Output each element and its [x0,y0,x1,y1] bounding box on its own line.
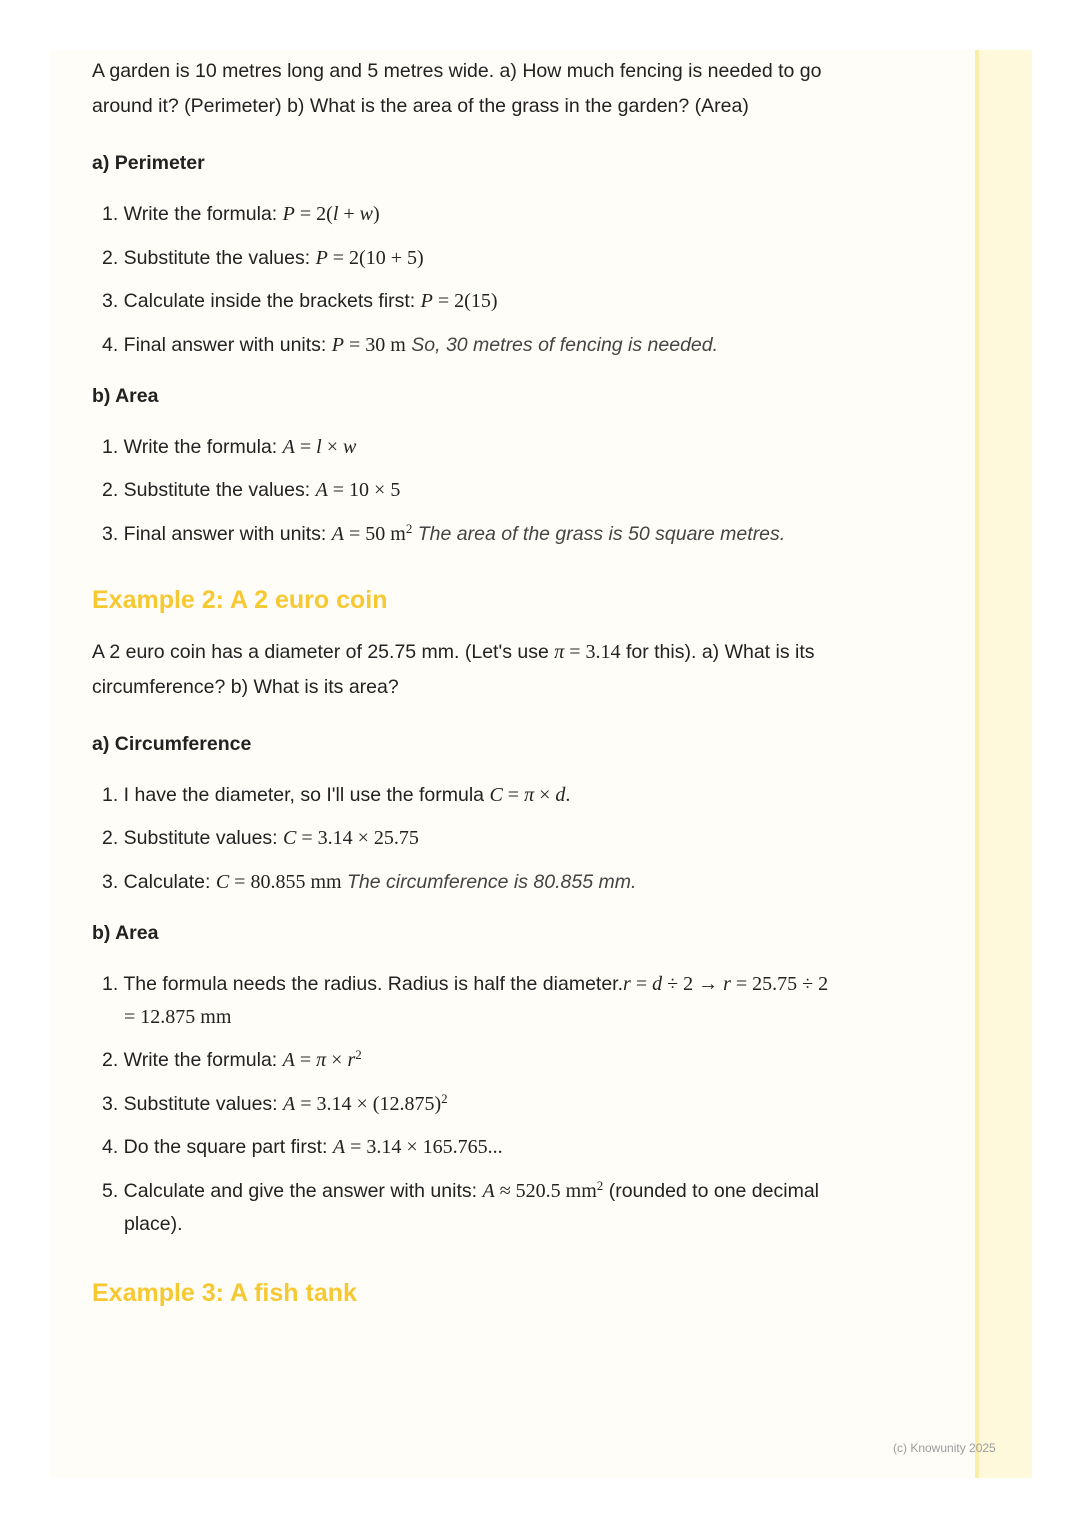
example1-part-a-steps [92,198,832,362]
example2-part-a-heading: a) Circumference [92,732,252,755]
list-item: 2. Substitute the values: P = 2(10 + 5) [102,246,424,269]
list-item: 3. Calculate inside the brackets first: P = 2(15) [102,290,498,312]
example1-part-b-steps [92,431,832,551]
example2-part-b-heading: b) Area [92,921,159,944]
example2-heading: Example 2: A 2 euro coin [92,585,388,614]
list-item: 1. The formula needs the radius. Radius is half the diameter.r = d ÷ 2 → r = 25.75 ÷ 2 = 12.875 mm [102,972,829,1028]
example2-problem: A 2 euro coin has a diameter of 25.75 mm. (Let's use π = 3.14 for this). a) What is its circumference? b) What is its area? [92,640,815,698]
document-content [92,54,832,1308]
list-item: 4. Final answer with units: P = 30 m So, 30 metres of fencing is needed. [102,333,719,356]
list-item: 1. Write the formula: A = l × w [102,435,357,458]
list-item: 2. Substitute values: C = 3.14 × 25.75 [102,827,419,849]
example1-part-a-heading: a) Perimeter [92,152,205,174]
example3-heading: Example 3: A fish tank [92,1278,357,1307]
list-item: 4. Do the square part first: A = 3.14 × 165.765... [102,1136,503,1158]
copyright-footer: (c) Knowunity 2025 [893,1441,996,1455]
example2-part-a-steps [92,779,832,899]
list-item: 3. Calculate: C = 80.855 mm The circumference is 80.855 mm. [102,870,637,893]
list-item: 2. Substitute the values: A = 10 × 5 [102,479,401,501]
list-item: 1. I have the diameter, so I'll use the formula C = π × d. [102,783,571,806]
example1-problem: A garden is 10 metres long and 5 metres wide. a) How much fencing is needed to go around it? (Perimeter) b) What is the area of the grass in the garden? (Area) [92,60,822,117]
list-item: 3. Final answer with units: A = 50 $m^2$ The area of the grass is 50 square metres. [102,520,786,545]
list-item: 1. Write the formula: P = 2(l + w) [102,203,380,225]
list-item: 3. Substitute values: $A = 3.14 \times (12.875)^2$ [102,1090,448,1115]
side-stripe [975,50,1032,1478]
example2-part-b-steps [92,968,832,1241]
example1-part-b-heading: b) Area [92,384,159,407]
list-item: 5. Calculate and give the answer with units: A ≈ 520.5 $mm^2$ (rounded to one decimal place). [102,1177,820,1235]
list-item: 2. Write the formula: $A = \pi \times r^2$ [102,1047,362,1071]
